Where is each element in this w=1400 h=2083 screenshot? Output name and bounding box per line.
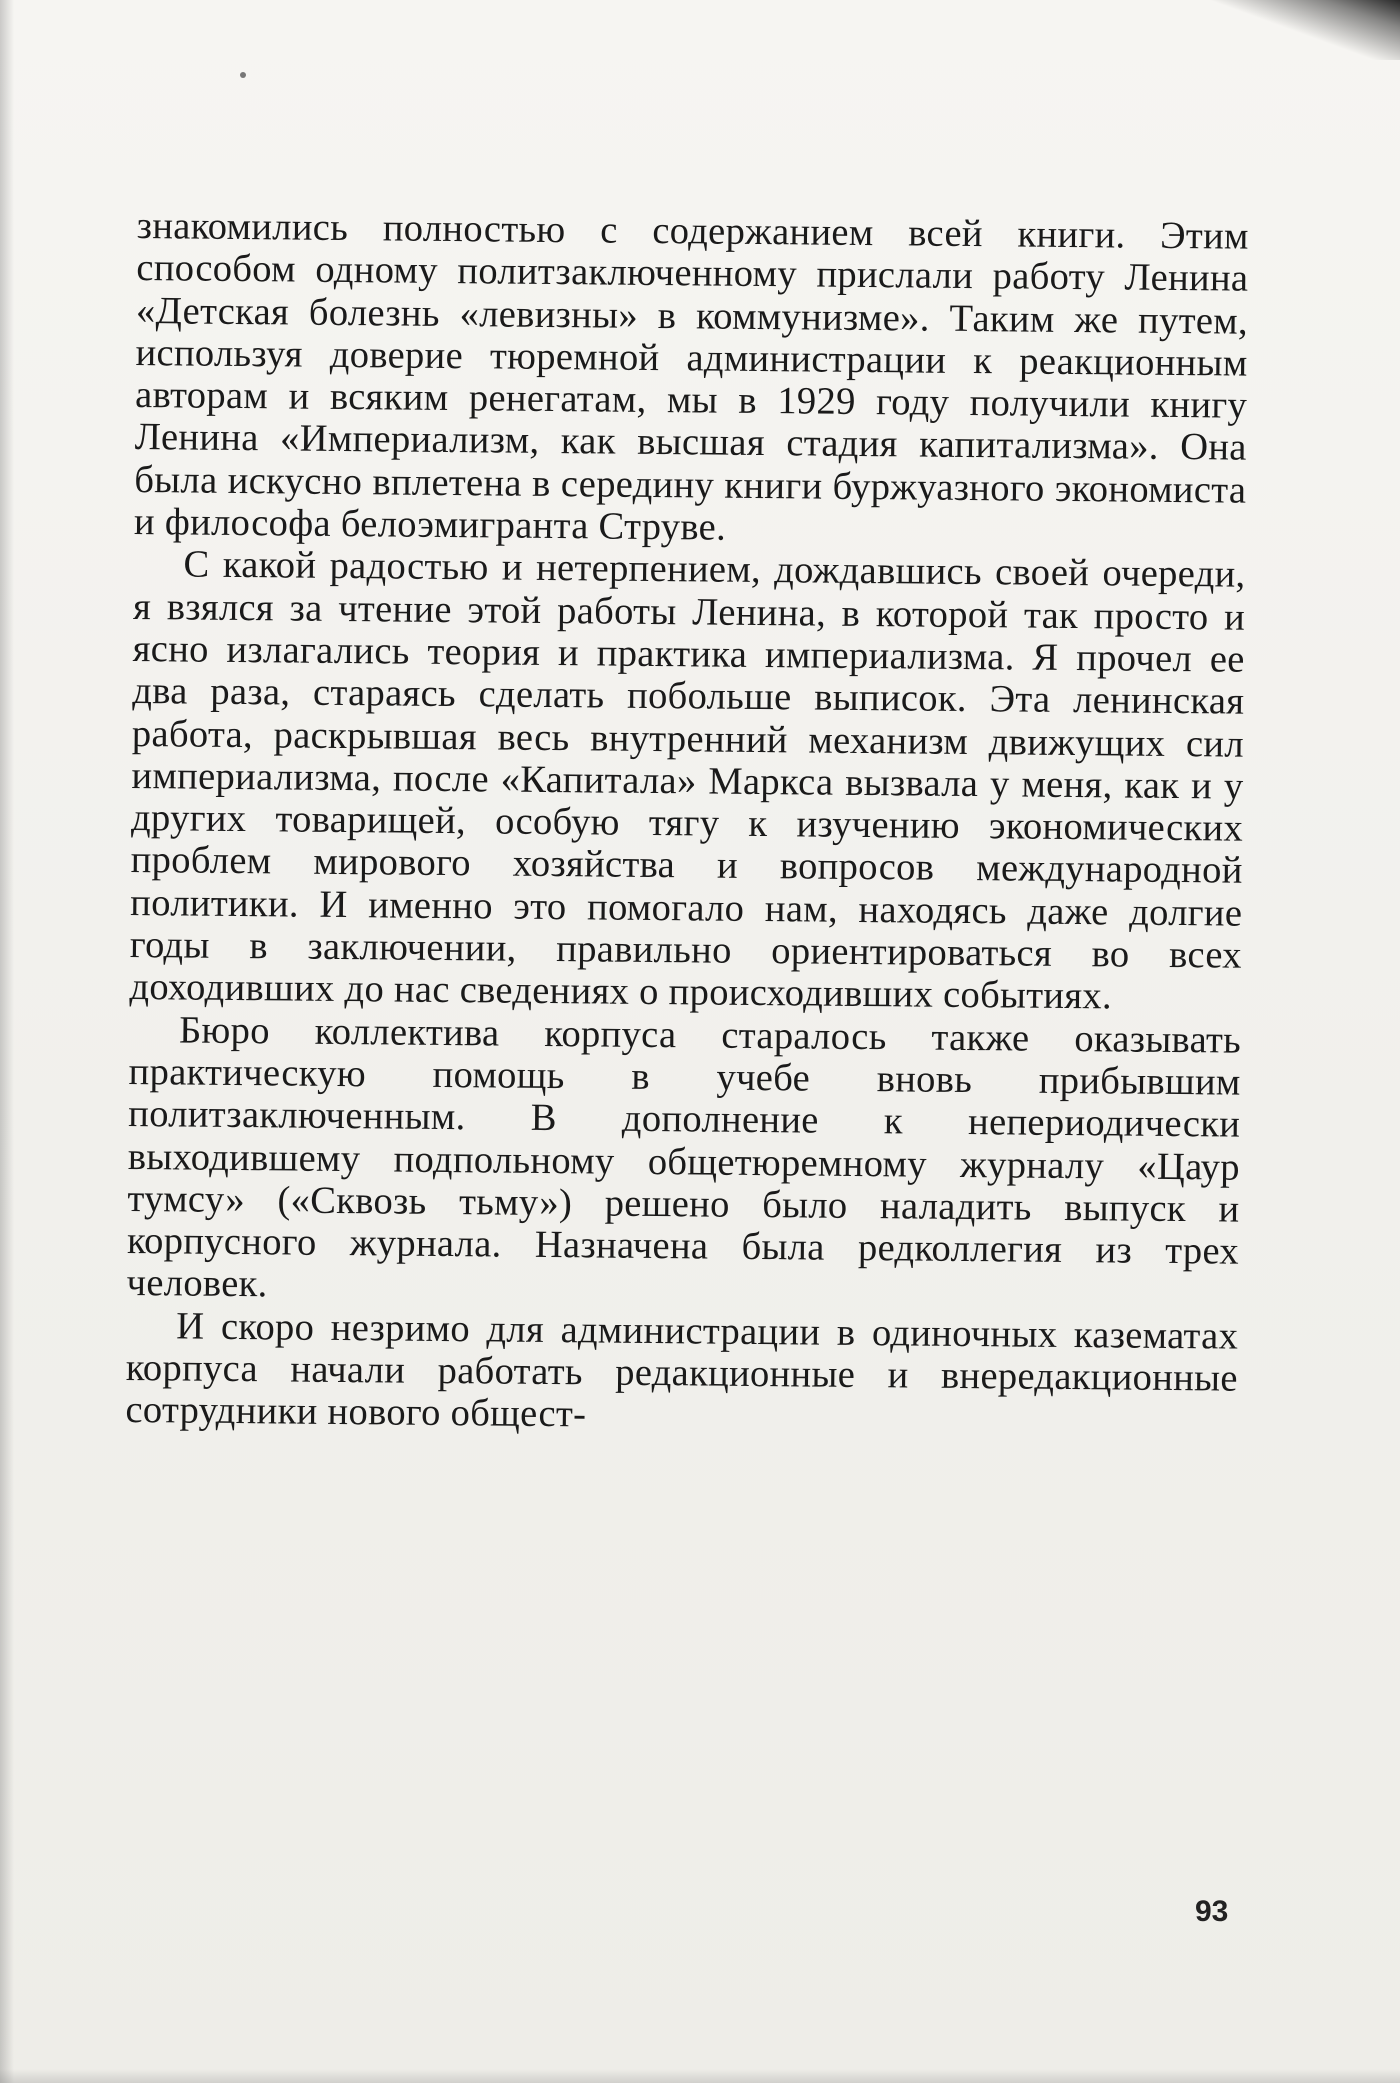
scan-shadow-left <box>0 0 14 2083</box>
paragraph-4: И скоро незримо для администрации в одиночных казематах корпуса начали работать редакционные и внередакционные сотрудники нового общест- <box>125 1305 1239 1436</box>
page-number: 93 <box>1195 1895 1229 1928</box>
page-body-text <box>125 205 1249 1442</box>
scan-shadow-top <box>1140 0 1400 60</box>
paragraph-3: Бюро коллектива корпуса старалось также оказывать практическую помощь в учебе вновь прибывшим политзаключенным. В дополнение к непериодически выходившему подпольному общетюремному журналу «Цаур тумсу» («Сквозь тьму») решено было наладить выпуск и корпусного журнала. Назначена была редколлегия из трех человек. <box>126 1009 1242 1306</box>
paper-speck <box>240 72 246 78</box>
paragraph-2: С какой радостью и нетерпением, дождавшись своей очереди, я взялся за чтение этой работы Ленина, в которой так просто и ясно излагались теория и практика империализма. Я прочел ее два раза, стараясь сделать побольше выписок. Эта ленинская работа, раскрывшая весь внутренний механизм движущих сил империализма, после «Капитала» Маркса вызвала у меня, как и у других товарищей, особую тягу к изучению экономических проблем мирового хозяйства и вопросов международной политики. И именно это помогало нам, находясь даже долгие годы в заключении, правильно ориентироваться во всех доходивших до нас сведениях о происходивших событиях. <box>129 543 1246 1018</box>
paragraph-1: знакомились полностью с содержанием всей книги. Этим способом одному политзаключенному прислали работу Ленина «Детская болезнь «левизны» в коммунизме». Таким же путем, используя доверие тюремной администрации к реакционным авторам и всяким ренегатам, мы в 1929 году получили книгу Ленина «Империализм, как высшая стадия капитализма». Она была искусно вплетена в середину книги буржуазного экономиста и философа белоэмигранта Струве. <box>133 205 1249 549</box>
scan-shadow-bottom <box>0 2069 1400 2083</box>
